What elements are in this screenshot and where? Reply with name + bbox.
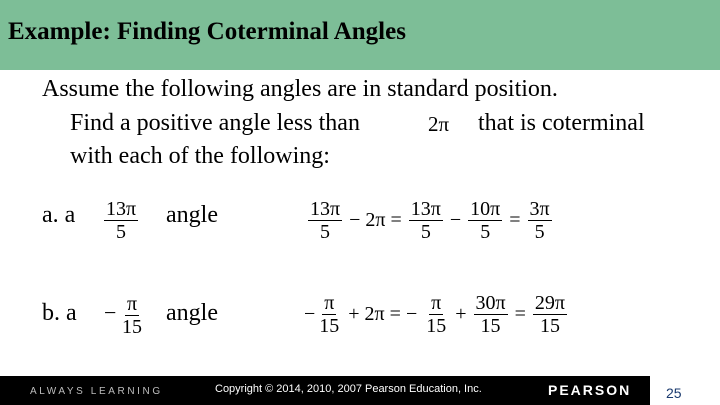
item-b-label: b. a [42, 300, 77, 326]
item-b-work-t1-den: 15 [319, 315, 340, 337]
item-a-work-t3 [468, 198, 502, 243]
item-a-work-t3-den: 5 [480, 221, 491, 243]
item-a-label: a. a [42, 202, 76, 228]
item-b-work-op3: = [514, 303, 526, 325]
item-a-work-t4 [528, 198, 552, 243]
item-b-work-t4-den: 15 [539, 315, 560, 337]
item-a-work-t1-den: 5 [320, 221, 331, 243]
intro-line-2a: Find a positive angle less than [70, 110, 360, 136]
item-a-work-t4-num: 3π [529, 198, 550, 220]
item-b-work-op1: + 2π = − [348, 303, 418, 325]
item-b-work-t1 [317, 292, 341, 337]
item-a-work-t2-num: 13π [410, 198, 441, 220]
footer-brand-logo: PEARSON [548, 382, 632, 398]
item-b-given-fraction [120, 293, 144, 338]
item-a-given-fraction [104, 198, 138, 243]
footer-copyright: Copyright © 2014, 2010, 2007 Pearson Education, Inc. [215, 383, 482, 395]
item-a-work [306, 198, 554, 243]
item-b-sign: − [104, 300, 117, 325]
item-a-given-num: 13π [106, 198, 137, 220]
footer-tagline: ALWAYS LEARNING [30, 386, 163, 397]
intro-line-1: Assume the following angles are in standard position. [42, 76, 558, 102]
item-b-work-t3-den: 15 [480, 315, 501, 337]
item-a-work-t4-den: 5 [534, 221, 545, 243]
page-number-box [650, 376, 720, 405]
two-pi: 2π [428, 112, 450, 136]
item-a-work-t2-den: 5 [420, 221, 431, 243]
item-b-work-t4-num: 29π [534, 292, 565, 314]
page-number: 25 [666, 385, 682, 401]
item-a-work-t1 [308, 198, 342, 243]
item-b-work-t3-num: 30π [475, 292, 506, 314]
item-b-work-t4 [533, 292, 567, 337]
item-b-work-t2 [424, 292, 448, 337]
item-a-work-t3-num: 10π [470, 198, 501, 220]
footer-bar [0, 376, 720, 405]
item-a-given-den: 5 [116, 221, 127, 243]
item-a-work-op3: = [509, 209, 521, 231]
item-a-word: angle [166, 202, 218, 228]
item-b-work-t3 [474, 292, 508, 337]
item-a-work-op1: − 2π = [349, 209, 402, 231]
item-b-work-t1-num: π [324, 292, 335, 314]
title-bar [0, 0, 720, 70]
item-a-work-t2 [409, 198, 443, 243]
item-b-given-den: 15 [122, 316, 142, 338]
item-a-work-op2: − [449, 209, 462, 231]
item-b-given-num: π [126, 293, 138, 315]
item-b-work-t2-den: 15 [426, 315, 447, 337]
item-b-work [304, 292, 569, 337]
item-b-word: angle [166, 300, 218, 326]
item-b-work-t2-num: π [431, 292, 442, 314]
intro-line-2b: that is coterminal [478, 110, 645, 136]
item-a-work-t1-num: 13π [310, 198, 341, 220]
item-b-work-op2: + [455, 303, 467, 325]
intro-line-3: with each of the following: [70, 143, 330, 169]
slide-title: Example: Finding Coterminal Angles [8, 18, 406, 45]
item-b-work-s1: − [304, 303, 316, 325]
